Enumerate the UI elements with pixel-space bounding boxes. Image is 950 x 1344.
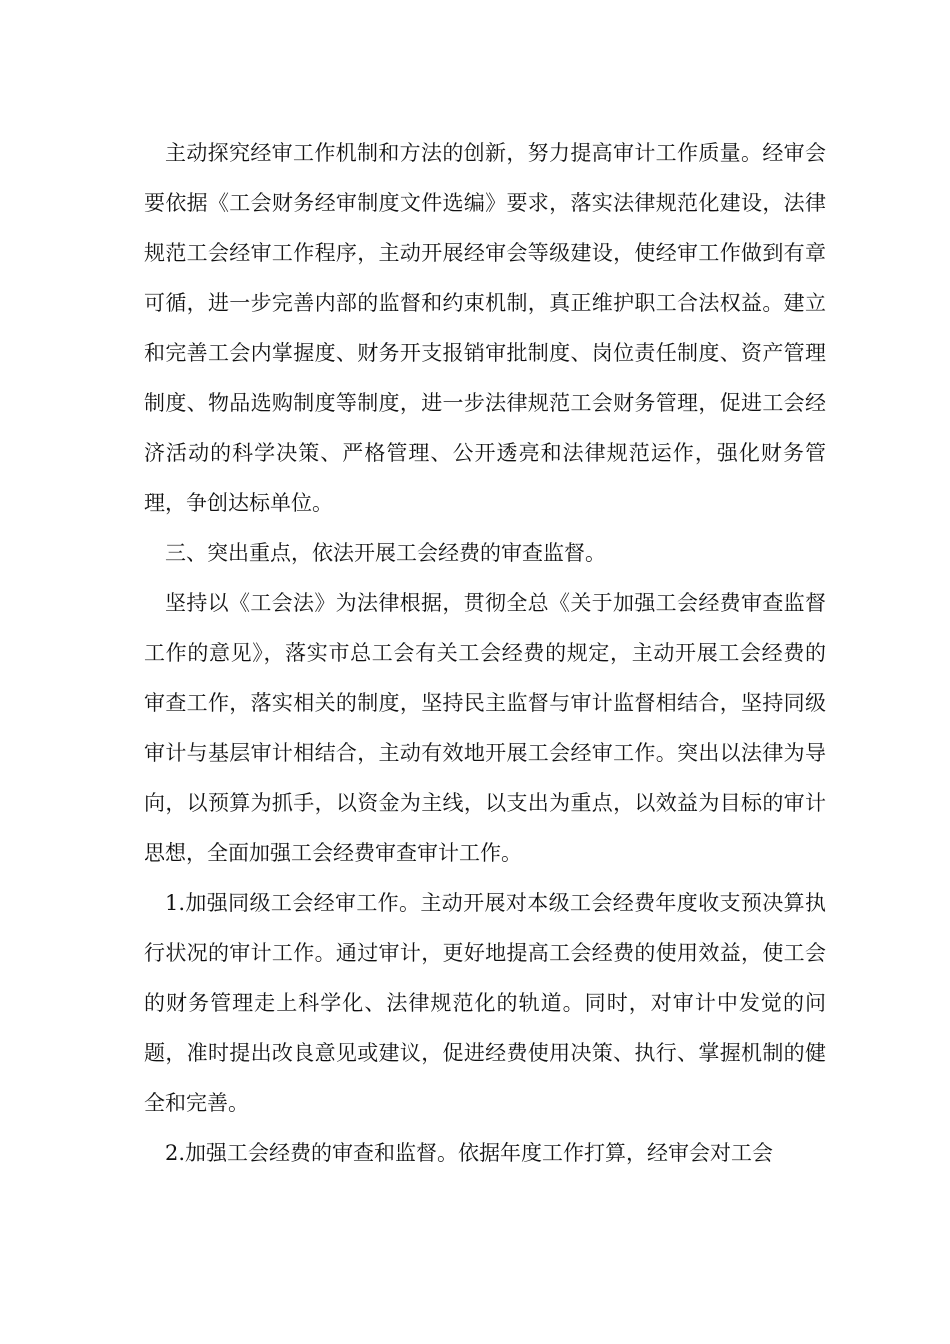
paragraph-item-2: 2.加强工会经费的审查和监督。依据年度工作打算，经审会对工会 xyxy=(165,1141,774,1165)
paragraph-audit-mechanism: 主动探究经审工作机制和方法的创新，努力提高审计工作质量。经审会要依据《工会财务经审制度文件选编》要求，落实法律规范化建设，法律规范工会经审工作程序，主动开展经审会等级建设，使经审工作做到有章可循，进一步完善内部的监督和约束机制，真正维护职工合法权益。建立和完善工会内掌握度、财务开支报销审批制度、岗位责任制度、资产管理制度、物品选购制度等制度，进一步法律规范工会财务管理，促进工会经济活动的科学决策、严格管理、公开透亮和法律规范运作，强化财务管理，争创达标单位。 xyxy=(144,141,826,515)
section-heading-three: 三、突出重点，依法开展工会经费的审查监督。 xyxy=(165,541,606,565)
paragraph-union-law: 坚持以《工会法》为法律根据，贯彻全总《关于加强工会经费审查监督工作的意见》，落实市总工会有关工会经费的规定，主动开展工会经费的审查工作，落实相关的制度，坚持民主监督与审计监督相结合，坚持同级审计与基层审计相结合，主动有效地开展工会经审工作。突出以法律为导向，以预算为抓手，以资金为主线，以支出为重点，以效益为目标的审计思想，全面加强工会经费审查审计工作。 xyxy=(144,591,826,865)
document-page xyxy=(144,128,826,1178)
paragraph-item-1: 1.加强同级工会经审工作。主动开展对本级工会经费年度收支预决算执行状况的审计工作。通过审计，更好地提高工会经费的使用效益，使工会的财务管理走上科学化、法律规范化的轨道。同时，对审计中发觉的问题，准时提出改良意见或建议，促进经费使用决策、执行、掌握机制的健全和完善。 xyxy=(144,891,826,1115)
